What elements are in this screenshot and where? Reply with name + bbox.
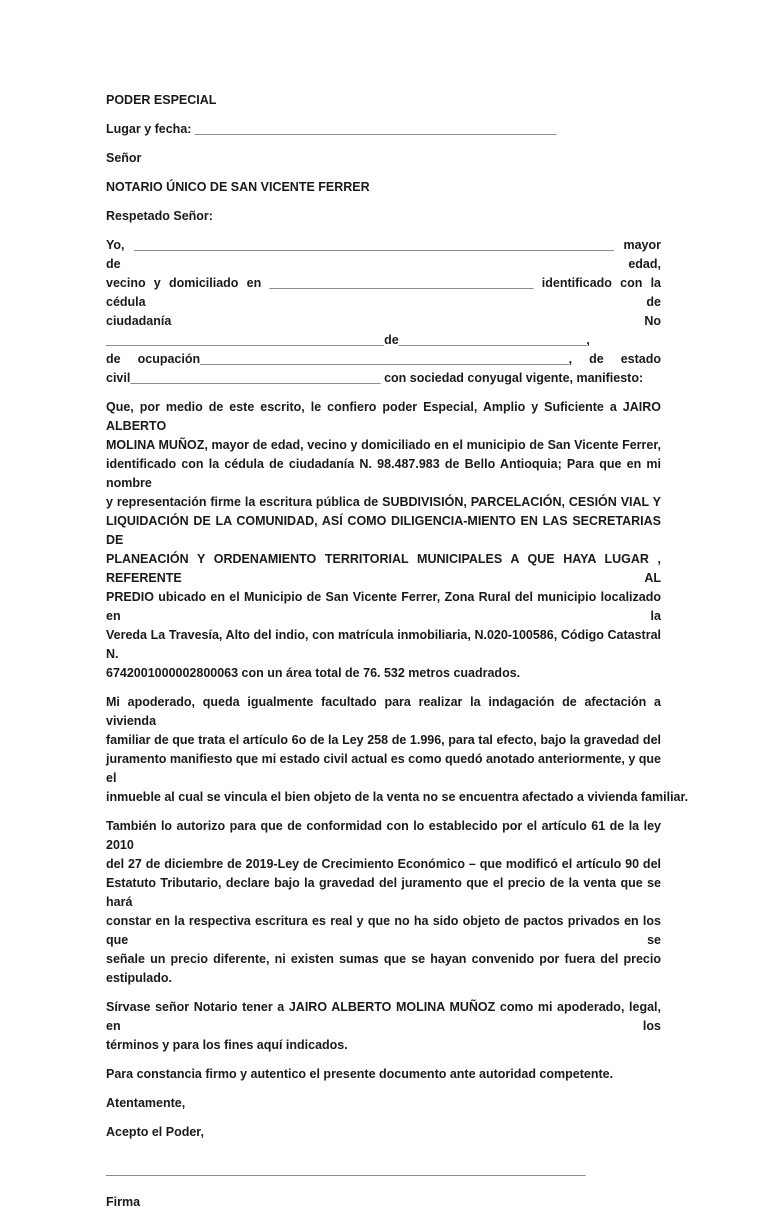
closing-atentamente: Atentamente, [106, 1096, 186, 1110]
greeting: Respetado Señor: [106, 209, 213, 223]
addressee-notary: NOTARIO ÚNICO DE SAN VICENTE FERRER [106, 180, 370, 194]
paragraph-line: identificado con la cédula de ciudadanía N. 98.487.983 de Bello Antioquia; Para que en mi nombre [106, 457, 661, 490]
document-title: PODER ESPECIAL [106, 93, 217, 107]
paragraph-line: Mi apoderado, queda igualmente facultado para realizar la indagación de afectación a vivienda [106, 695, 661, 728]
paragraph-line: señale un precio diferente, ni existen sumas que se hayan convenido por fuera del precio [106, 952, 661, 966]
paragraph-line: Estatuto Tributario, declare bajo la gravedad del juramento que el precio de la venta que se hará [106, 876, 661, 909]
paragraph-line: constar en la respectiva escritura es real y que no ha sido objeto de pactos privados en los que se [106, 914, 661, 947]
paragraph-line: También lo autorizo para que de conformidad con lo establecido por el artículo 61 de la ley 2010 [106, 819, 661, 852]
place-date-field: Lugar y fecha: ____________________________________________________ [106, 122, 557, 136]
paragraph-line: términos y para los fines aquí indicados. [106, 1038, 348, 1052]
paragraph-line: Vereda La Travesía, Alto del indio, con matrícula inmobiliaria, N.020-100586, Código Catastral N. [106, 628, 661, 661]
paragraph-attestation: Para constancia firmo y autentico el presente documento ante autoridad competente. [106, 1067, 614, 1081]
document-page [106, 91, 689, 1212]
paragraph-line: estipulado. [106, 971, 172, 985]
paragraph-request [106, 998, 661, 1055]
paragraph-line: 6742001000002800063 con un área total de 76. 532 metros cuadrados. [106, 666, 521, 680]
paragraph-line: juramento manifiesto que mi estado civil actual es como quedó anotado anteriormente, y que el [106, 752, 661, 785]
intro-line: Yo, _____________________________________________________________________ mayor de edad, [106, 238, 661, 271]
paragraph-line: inmueble al cual se vincula el bien objeto de la venta no se encuentra afectado a vivienda familiar. [106, 790, 689, 804]
paragraph-line: MOLINA MUÑOZ, mayor de edad, vecino y domiciliado en el municipio de San Vicente Ferrer, [106, 438, 661, 452]
paragraph-line: PREDIO ubicado en el Municipio de San Vicente Ferrer, Zona Rural del municipio localizado en la [106, 590, 661, 623]
paragraph-line: familiar de que trata el artículo 6o de la Ley 258 de 1.996, para tal efecto, bajo la gravedad del [106, 733, 661, 747]
acceptance-text: Acepto el Poder, [106, 1125, 204, 1139]
paragraph-line: del 27 de diciembre de 2019-Ley de Crecimiento Económico – que modificó el artículo 90 del [106, 857, 661, 871]
grantor-identification-block [106, 236, 661, 388]
intro-line: vecino y domiciliado en ______________________________________ identificado con la cédula de [106, 276, 661, 309]
signature-line: _____________________________________________________________________ [106, 1163, 586, 1177]
paragraph-line: Que, por medio de este escrito, le confiero poder Especial, Amplio y Suficiente a JAIRO ALBERTO [106, 400, 661, 433]
intro-line: de ocupación_____________________________________________________, de estado [106, 352, 661, 366]
salutation-senor: Señor [106, 151, 142, 165]
paragraph-line: Sírvase señor Notario tener a JAIRO ALBERTO MOLINA MUÑOZ como mi apoderado, legal, en los [106, 1000, 661, 1033]
paragraph-line: LIQUIDACIÓN DE LA COMUNIDAD, ASÍ COMO DILIGENCIA-MIENTO EN LAS SECRETARIAS DE [106, 514, 661, 547]
intro-line: ciudadanía No ________________________________________de___________________________, [106, 314, 661, 347]
signature-label: Firma [106, 1195, 141, 1209]
paragraph-housing-inquiry [106, 693, 689, 807]
paragraph-power-grant [106, 398, 661, 683]
paragraph-line: y representación firme la escritura pública de SUBDIVISIÓN, PARCELACIÓN, CESIÓN VIAL Y [106, 495, 661, 509]
intro-line: civil____________________________________ con sociedad conyugal vigente, manifiesto: [106, 371, 644, 385]
paragraph-line: PLANEACIÓN Y ORDENAMIENTO TERRITORIAL MUNICIPALES A QUE HAYA LUGAR , REFERENTE AL [106, 552, 661, 585]
paragraph-price-declaration [106, 817, 661, 988]
